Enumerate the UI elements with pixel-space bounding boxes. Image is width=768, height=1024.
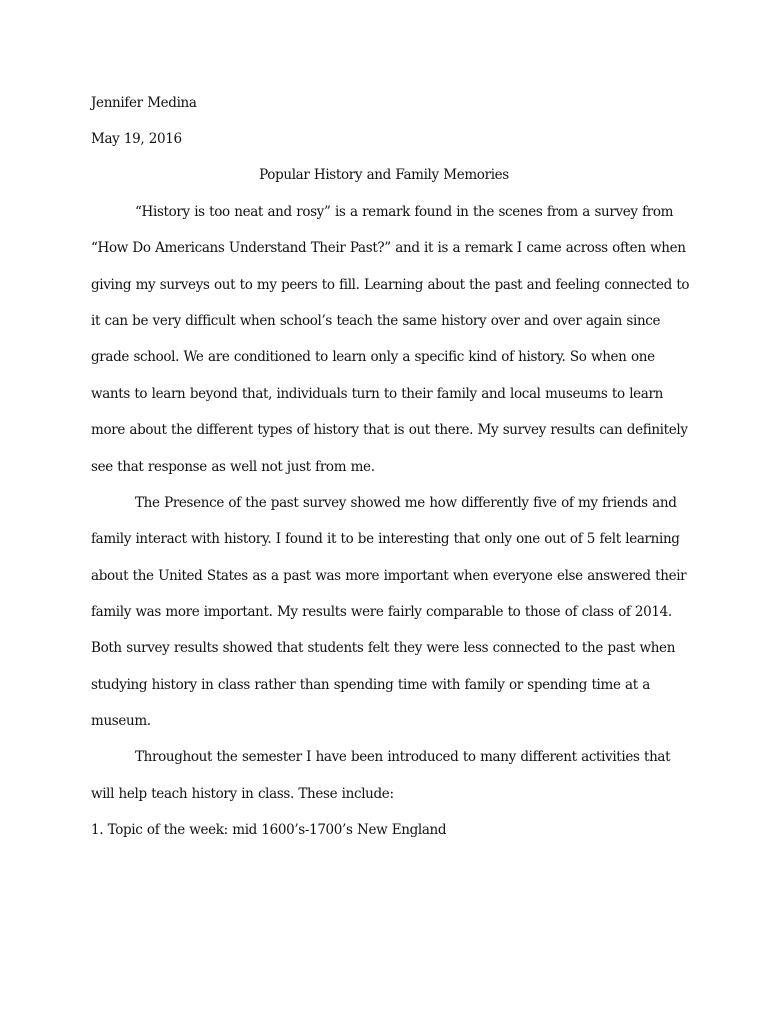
- paragraph-2-line-1: The Presence of the past survey showed me how differently five of my friends and: [135, 495, 677, 511]
- paragraph-1-line-5: grade school. We are conditioned to learn only a specific kind of history. So when one: [91, 349, 655, 365]
- paragraph-1-line-4: it can be very difficult when school’s teach the same history over and over again since: [91, 313, 661, 329]
- paragraph-2-line-6: studying history in class rather than spending time with family or spending time at a: [91, 677, 650, 693]
- paragraph-1-line-6: wants to learn beyond that, individuals turn to their family and local museums to learn: [91, 386, 663, 402]
- paragraph-2-line-5: Both survey results showed that students felt they were less connected to the past when: [91, 640, 676, 656]
- paragraph-2-line-4: family was more important. My results were fairly comparable to those of class of 2014.: [91, 604, 672, 620]
- paragraph-1-line-7: more about the different types of history that is out there. My survey results can definitely: [91, 422, 688, 438]
- paragraph-1-line-2: “How Do Americans Understand Their Past?” and it is a remark I came across often when: [91, 240, 686, 256]
- paragraph-3-line-1: Throughout the semester I have been introduced to many different activities that: [135, 749, 671, 765]
- document-date: May 19, 2016: [91, 131, 182, 147]
- list-item-1: 1. Topic of the week: mid 1600’s-1700’s New England: [91, 822, 447, 838]
- paragraph-1-line-8: see that response as well not just from me.: [91, 459, 375, 475]
- document-title: Popular History and Family Memories: [259, 167, 509, 183]
- paragraph-2-line-3: about the United States as a past was more important when everyone else answered their: [91, 568, 687, 584]
- paragraph-1-line-3: giving my surveys out to my peers to fill. Learning about the past and feeling connected to: [91, 277, 690, 293]
- paragraph-2-line-7: museum.: [91, 713, 151, 729]
- paragraph-1-line-1: “History is too neat and rosy” is a remark found in the scenes from a survey from: [135, 204, 674, 220]
- author-name: Jennifer Medina: [91, 95, 197, 111]
- paragraph-3-line-2: will help teach history in class. These include:: [91, 786, 394, 802]
- paragraph-2-line-2: family interact with history. I found it to be interesting that only one out of 5 felt learning: [91, 531, 680, 547]
